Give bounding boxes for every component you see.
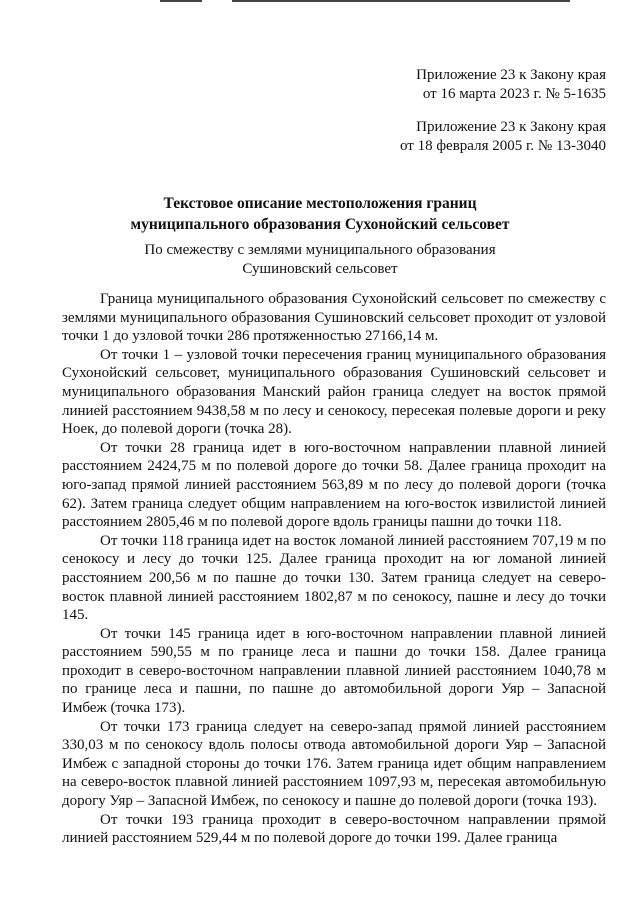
section-heading	[0, 241, 640, 279]
title-line1: Текстовое описание местоположения границ	[163, 195, 477, 212]
paragraph: От точки 1 – узловой точки пересечения границ муниципального образования Сухонойский сельсовет, муниципального образования Сушиновский сельсовет и муниципального образования Манский район граница следует на восток прямой линией расстоянием 9438,58 м по лесу и сенокосу, пересекая полевые дороги и реку Ноек, до полевой дороги (точка 28).	[62, 346, 606, 438]
paragraph: От точки 28 граница идет в юго-восточном направлении плавной линией расстоянием 2424,75 м по полевой дороге до точки 58. Далее граница проходит на юго-запад прямой линией расстоянием 563,89 м по лесу до полевой дороги (точка 62). Затем граница следует общим направлением на юго-восток извилистой линией расстоянием 2805,46 м по полевой дороге вдоль границы пашни до точки 118.	[62, 439, 606, 531]
top-rule-left	[160, 0, 202, 2]
paragraph: От точки 193 граница проходит в северо-восточном направлении прямой линией расстоянием 529,44 м по полевой дороге до точки 199. Далее граница	[62, 811, 606, 847]
paragraph: Граница муниципального образования Сухонойский сельсовет по смежеству с землями муниципального образования Сушиновский сельсовет проходит от узловой точки 1 до узловой точки 286 протяженностью 27166,14 м.	[62, 291, 606, 345]
document-title	[0, 193, 640, 235]
appendix-current-line1: Приложение 23 к Закону края	[416, 67, 606, 83]
appendix-current	[416, 66, 606, 104]
appendix-original-line1: Приложение 23 к Закону края	[416, 119, 606, 135]
appendix-original	[400, 118, 606, 156]
paragraph: От точки 145 граница идет в юго-восточном направлении плавной линией расстоянием 590,55 м по границе леса и пашни до точки 158. Далее граница проходит в северо-восточном направлении плавной линией расстоянием 1040,78 м по границе леса и пашни, по пашне до автомобильной дороги Уяр – Запасной Имбеж (точка 173).	[62, 625, 606, 717]
title-line2: муниципального образования Сухонойский сельсовет	[130, 216, 510, 233]
section-heading-line1: По смежеству с землями муниципального образования	[144, 242, 496, 258]
document-body	[62, 290, 606, 848]
section-heading-line2: Сушиновский сельсовет	[242, 261, 398, 277]
appendix-original-line2: от 18 февраля 2005 г. № 13-3040	[399, 138, 606, 154]
paragraph: От точки 173 граница следует на северо-запад прямой линией расстоянием 330,03 м по сенокосу вдоль полосы отвода автомобильной дороги Уяр – Запасной Имбеж с западной стороны до точки 176. Затем граница идет общим направлением на северо-восток плавной линией расстоянием 1097,93 м, пересекая автомобильную дорогу Уяр – Запасной Имбеж, по сенокосу и пашне до полевой дороги (точка 193).	[62, 718, 606, 810]
paragraph: От точки 118 граница идет на восток ломаной линией расстоянием 707,19 м по сенокосу и лесу до точки 125. Далее граница проходит на юг ломаной линией расстоянием 200,56 м по пашне до точки 130. Затем граница следует на северо-восток плавной линией расстоянием 1802,87 м по сенокосу, пашне и лесу до точки 145.	[62, 532, 606, 624]
appendix-current-line2: от 16 марта 2023 г. № 5-1635	[422, 86, 606, 102]
top-rule-right	[232, 0, 570, 2]
